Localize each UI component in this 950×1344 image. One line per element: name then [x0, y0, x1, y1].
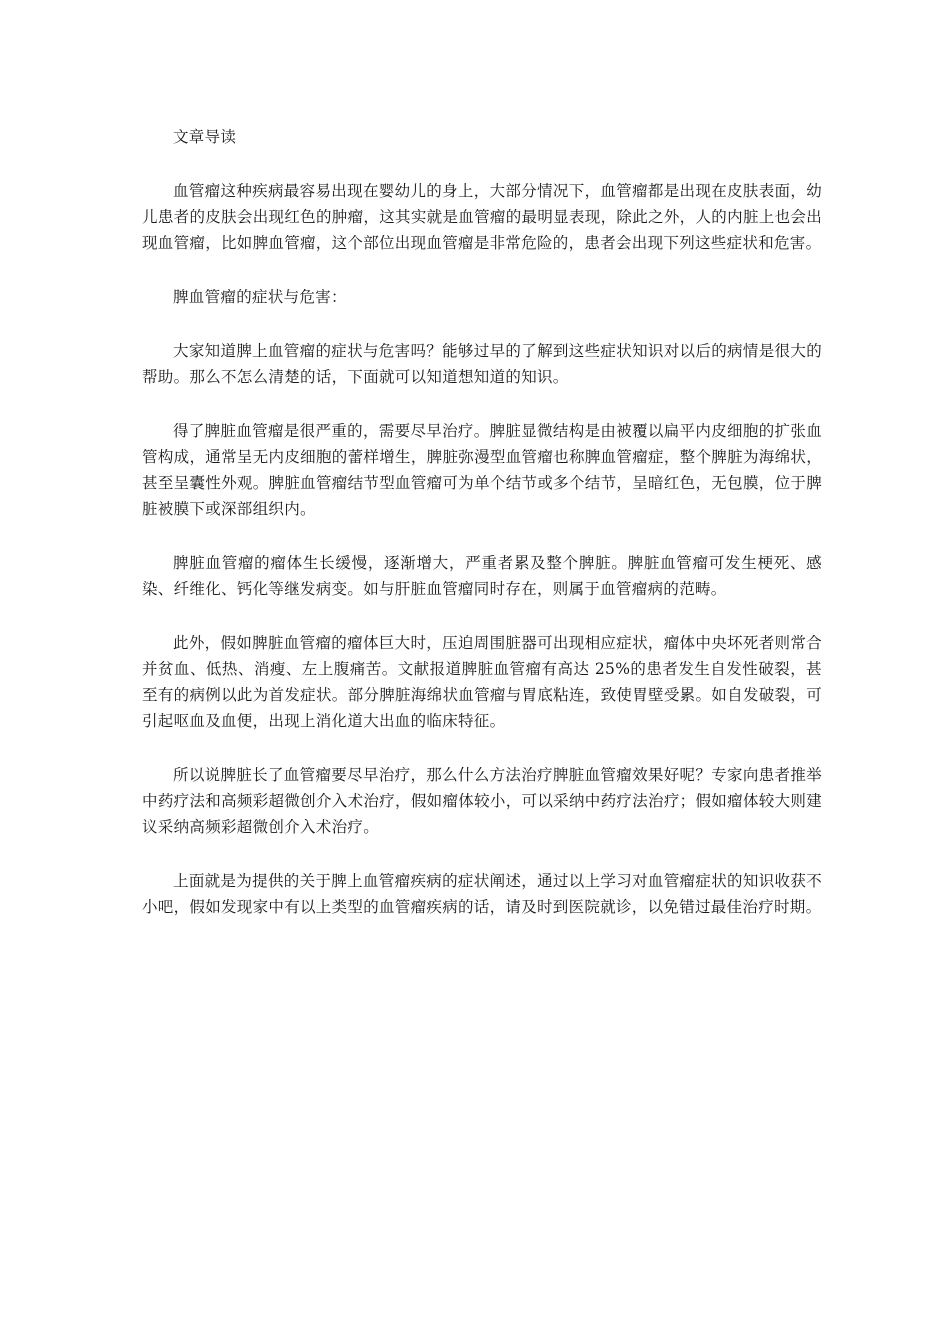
body-paragraph-2: 得了脾脏血管瘤是很严重的，需要尽早治疗。脾脏显微结构是由被覆以扁平内皮细胞的扩张血管构成，通常呈无内皮细胞的蕾样增生，脾脏弥漫型血管瘤也称脾血管瘤症，整个脾脏为海绵状，甚至呈囊性外观。脾脏血管瘤结节型血管瘤可为单个结节或多个结节，呈暗红色，无包膜，位于脾脏被膜下或深部组织内。 — [142, 422, 822, 518]
intro-paragraph: 血管瘤这种疾病最容易出现在婴幼儿的身上，大部分情况下，血管瘤都是出现在皮肤表面，幼儿患者的皮肤会出现红色的肿瘤，这其实就是血管瘤的最明显表现，除此之外，人的内脏上也会出现血管瘤，比如脾血管瘤，这个部位出现血管瘤是非常危险的，患者会出现下列这些症状和危害。 — [142, 182, 822, 252]
body-paragraph-4: 此外，假如脾脏血管瘤的瘤体巨大时，压迫周围脏器可出现相应症状，瘤体中央坏死者则常合并贫血、低热、消瘦、左上腹痛苦。文献报道脾脏血管瘤有高达 25%的患者发生自发性破裂，甚至有的病例以此为首发症状。部分脾脏海绵状血管瘤与胃底粘连，致使胃壁受累。如自发破裂，可引起呕血及血便，出现上消化道大出血的临床特征。 — [142, 634, 822, 730]
body-paragraph-6: 上面就是为提供的关于脾上血管瘤疾病的症状阐述，通过以上学习对血管瘤症状的知识收获不小吧，假如发现家中有以上类型的血管瘤疾病的话，请及时到医院就诊，以免错过最佳治疗时期。 — [142, 872, 822, 916]
section-heading: 脾血管瘤的症状与危害： — [173, 288, 347, 306]
body-paragraph-1: 大家知道脾上血管瘤的症状与危害吗？能够过早的了解到这些症状知识对以后的病情是很大的帮助。那么不怎么清楚的话，下面就可以知道想知道的知识。 — [142, 342, 822, 386]
guide-title: 文章导读 — [173, 128, 237, 146]
body-paragraph-3: 脾脏血管瘤的瘤体生长缓慢，逐渐增大，严重者累及整个脾脏。脾脏血管瘤可发生梗死、感染、纤维化、钙化等继发病变。如与肝脏血管瘤同时存在，则属于血管瘤病的范畴。 — [142, 554, 822, 598]
body-paragraph-5: 所以说脾脏长了血管瘤要尽早治疗，那么什么方法治疗脾脏血管瘤效果好呢？专家向患者推举中药疗法和高频彩超微创介入术治疗，假如瘤体较小，可以采纳中药疗法治疗；假如瘤体较大则建议采纳高频彩超微创介入术治疗。 — [142, 766, 822, 836]
document-page — [142, 124, 822, 948]
